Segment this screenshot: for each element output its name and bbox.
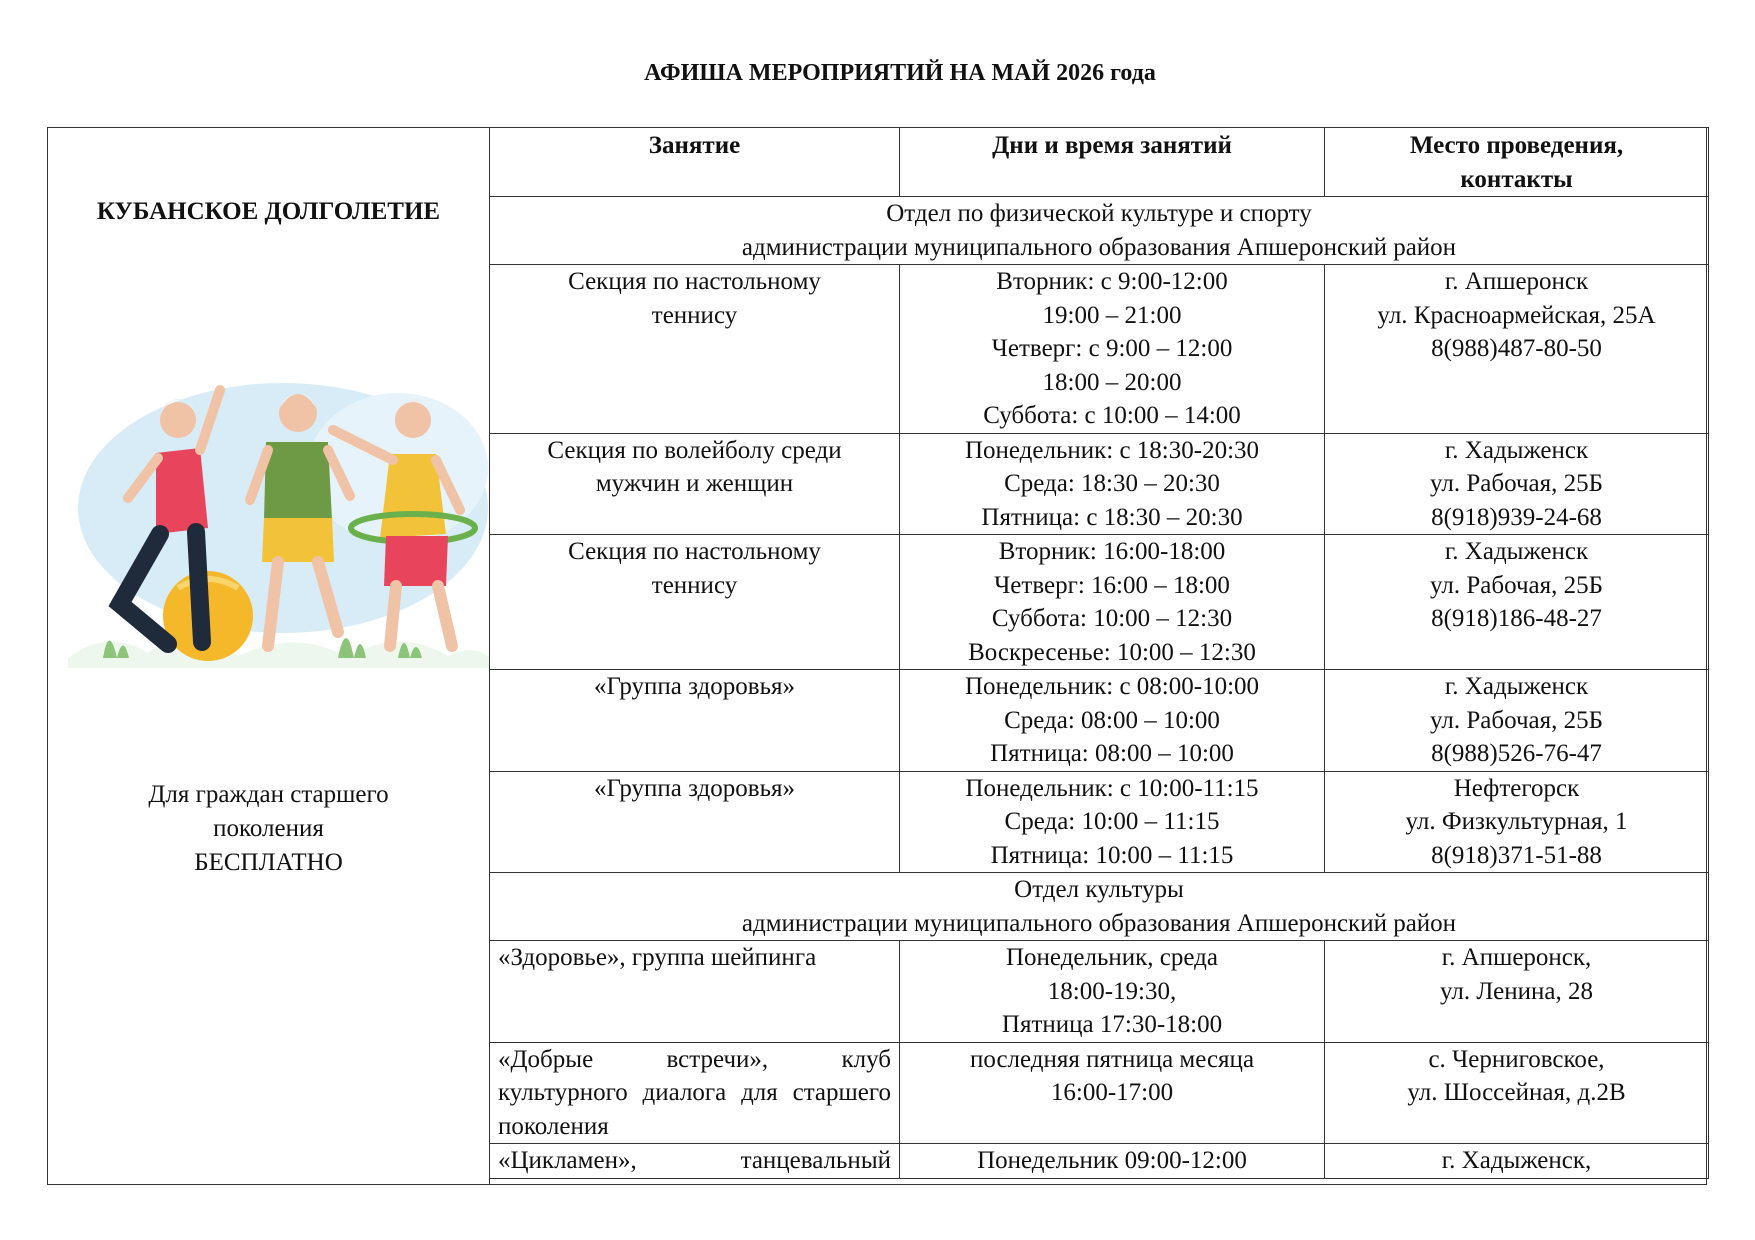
- place-cell: г. Хадыженск ул. Рабочая, 25Б 8(918)186-48-27: [1325, 535, 1709, 670]
- activity-cell: «Добрые встречи», клуб культурного диалога для старшего поколения: [490, 1042, 900, 1144]
- section-title: [490, 873, 1709, 941]
- place-cell: с. Черниговское, ул. Шоссейная, д.2В: [1325, 1042, 1709, 1144]
- table-row: [490, 1042, 1709, 1144]
- table-row: [490, 771, 1709, 873]
- activity-cell: «Группа здоровья»: [490, 670, 900, 772]
- table-row: [490, 941, 1709, 1043]
- audience-note: [48, 778, 489, 880]
- schedule-cell: последняя пятница месяца 16:00-17:00: [900, 1042, 1325, 1144]
- activity-cell: Секция по волейболу среди мужчин и женщин: [490, 433, 900, 535]
- schedule-cell: Вторник: с 9:00-12:00 19:00 – 21:00 Четверг: с 9:00 – 12:00 18:00 – 20:00 Суббота: с 10:00 – 14:00: [900, 265, 1325, 434]
- program-panel: [48, 128, 490, 1184]
- place-cell: г. Апшеронск, ул. Ленина, 28: [1325, 941, 1709, 1043]
- schedule-sheet: [47, 127, 1707, 1185]
- header-activity: Занятие: [490, 128, 900, 197]
- activity-cell: «Группа здоровья»: [490, 771, 900, 873]
- audience-line: Для граждан старшего: [148, 781, 389, 808]
- schedule-cell: Понедельник: с 18:30-20:30 Среда: 18:30 – 20:30 Пятница: с 18:30 – 20:30: [900, 433, 1325, 535]
- section-title: [490, 197, 1709, 265]
- schedule-cell: Вторник: 16:00-18:00 Четверг: 16:00 – 18:00 Суббота: 10:00 – 12:30 Воскресенье: 10:00 – 12:30: [900, 535, 1325, 670]
- table-row: [490, 265, 1709, 434]
- schedule-table: [489, 127, 1709, 1179]
- activity-cell: «Здоровье», группа шейпинга: [490, 941, 900, 1043]
- schedule-cell: Понедельник, среда 18:00-19:30, Пятница 17:30-18:00: [900, 941, 1325, 1043]
- activity-cell: Секция по настольному теннису: [490, 265, 900, 434]
- document-title: АФИША МЕРОПРИЯТИЙ НА МАЙ 2026 года: [644, 60, 1156, 86]
- activity-cell: «Цикламен», танцевальный: [490, 1144, 900, 1179]
- free-label: БЕСПЛАТНО: [194, 849, 343, 876]
- schedule-cell: Понедельник: с 08:00-10:00 Среда: 08:00 – 10:00 Пятница: 08:00 – 10:00: [900, 670, 1325, 772]
- section-title-line: Отдел по физической культуре и спорту: [886, 200, 1312, 227]
- table-row: [490, 433, 1709, 535]
- section-title-line: администрации муниципального образования Апшеронский район: [741, 233, 1457, 261]
- section-title-line: Отдел культуры: [1014, 876, 1184, 903]
- schedule-cell: Понедельник 09:00-12:00: [900, 1144, 1325, 1179]
- header-schedule: Дни и время занятий: [900, 128, 1325, 197]
- table-header-row: [490, 128, 1709, 197]
- place-cell: г. Хадыженск ул. Рабочая, 25Б 8(918)939-24-68: [1325, 433, 1709, 535]
- header-place: Место проведения, контакты: [1325, 128, 1709, 197]
- place-cell: г. Апшеронск ул. Красноармейская, 25А 8(988)487-80-50: [1325, 265, 1709, 434]
- seniors-exercising-illustration-icon: [68, 358, 490, 668]
- table-row: [490, 1144, 1709, 1179]
- table-row: [490, 670, 1709, 772]
- section-title-line: администрации муниципального образования Апшеронский район: [741, 909, 1457, 937]
- activity-cell: Секция по настольному теннису: [490, 535, 900, 670]
- place-cell: Нефтегорск ул. Физкультурная, 1 8(918)371-51-88: [1325, 771, 1709, 873]
- program-name: КУБАНСКОЕ ДОЛГОЛЕТИЕ: [96, 198, 441, 225]
- table-row: [490, 535, 1709, 670]
- audience-line: поколения: [213, 815, 324, 842]
- section-header-row: [490, 197, 1709, 265]
- schedule-cell: Понедельник: с 10:00-11:15 Среда: 10:00 – 11:15 Пятница: 10:00 – 11:15: [900, 771, 1325, 873]
- place-cell: г. Хадыженск ул. Рабочая, 25Б 8(988)526-76-47: [1325, 670, 1709, 772]
- section-header-row: [490, 873, 1709, 941]
- place-cell: г. Хадыженск,: [1325, 1144, 1709, 1179]
